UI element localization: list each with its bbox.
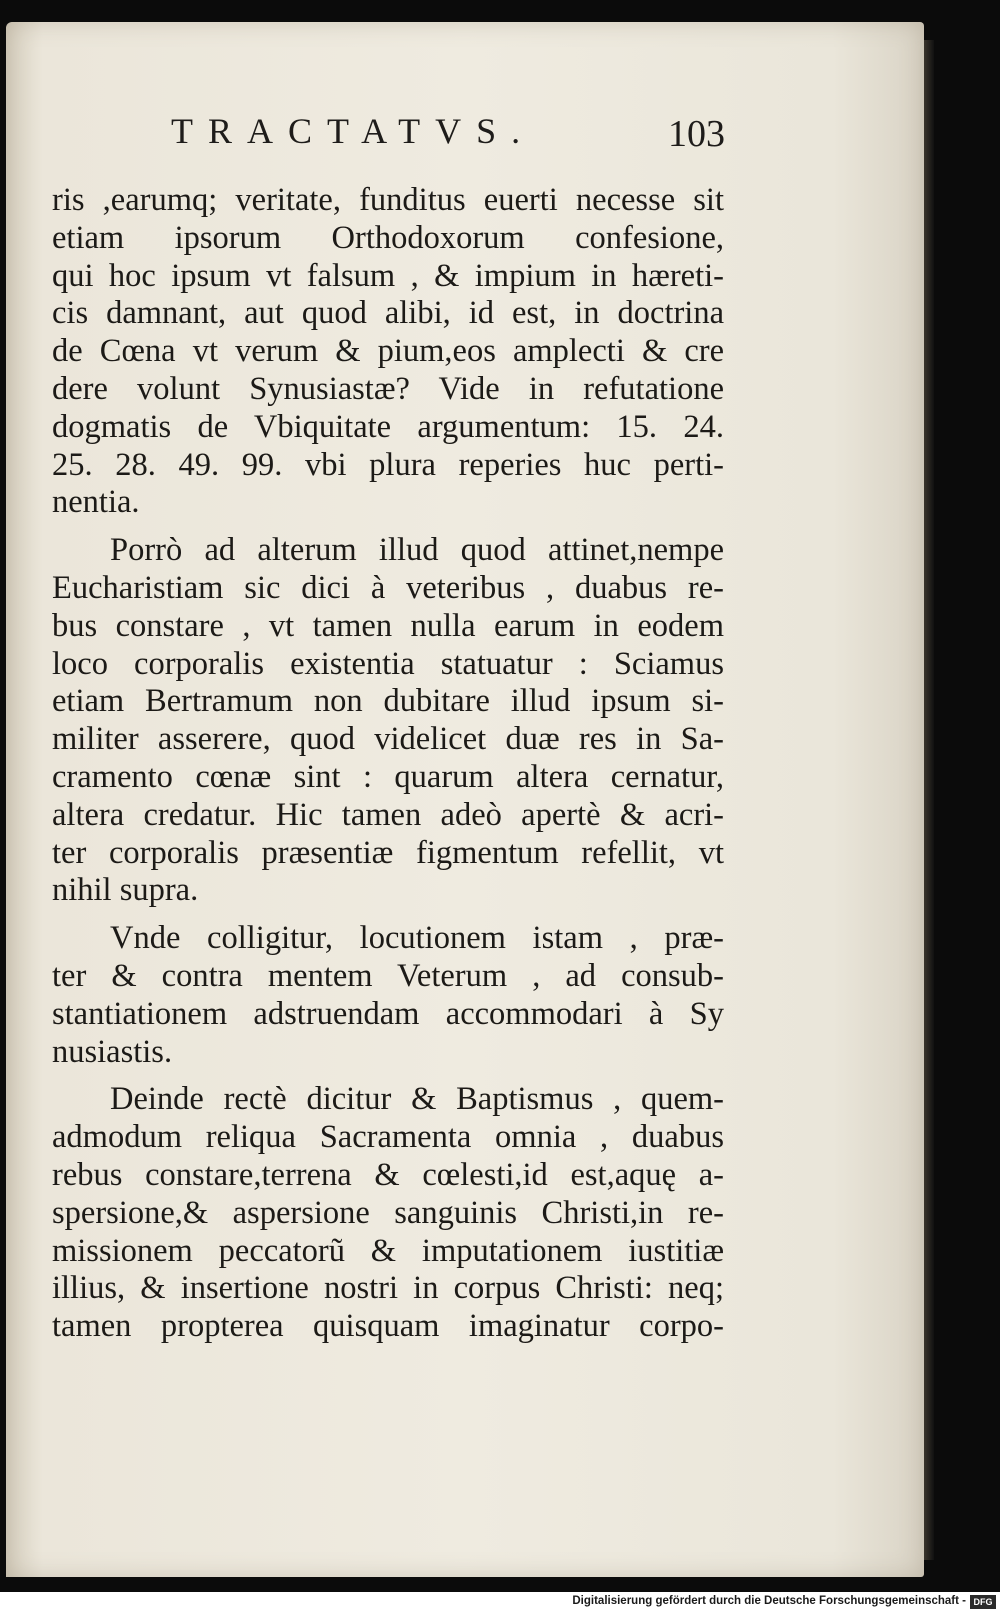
- text-line: tamen propterea quisquam imaginatur corpo-: [52, 1308, 724, 1345]
- text-line: Deinde rectè dicitur & Baptismus , quem-: [110, 1081, 724, 1118]
- paragraph-2: [52, 532, 724, 910]
- text-line: nentia.: [52, 484, 140, 521]
- text-line: Vnde colligitur, locutionem istam , præ-: [110, 920, 724, 957]
- text-line: etiam ipsorum Orthodoxorum confesione,: [52, 219, 724, 256]
- paragraph-gap: [52, 910, 724, 920]
- funding-notice: Digitalisierung gefördert durch die Deutsche Forschungsgemeinschaft -: [572, 1595, 966, 1607]
- paragraph-3: [52, 920, 724, 1071]
- text-line: nihil supra.: [52, 872, 199, 909]
- text-line: altera credatur. Hic tamen adeò apertè & acri-: [52, 796, 724, 833]
- text-line: de Cœna vt verum & pium,eos amplecti & cre: [52, 333, 724, 370]
- page-edge: [924, 40, 934, 1560]
- paragraph-gap: [52, 1071, 724, 1081]
- book-page: [6, 22, 924, 1577]
- running-head-title: TRACTATVS.: [171, 111, 536, 151]
- text-line: cis damnant, aut quod alibi, id est, in doctrina: [52, 295, 724, 332]
- text-line: ter & contra mentem Veterum , ad consub-: [52, 957, 724, 994]
- footer-strip: [0, 1592, 1000, 1613]
- running-head: [6, 110, 924, 160]
- text-line: loco corporalis existentia statuatur : Sciamus: [52, 645, 724, 682]
- text-line: stantiationem adstruendam accommodari à Sy: [52, 995, 724, 1032]
- paragraph-1: [52, 182, 724, 522]
- text-line: 25. 28. 49. 99. vbi plura reperies huc perti-: [52, 446, 724, 483]
- text-line: militer asserere, quod videlicet duæ res in Sa-: [52, 721, 724, 758]
- text-line: nusiastis.: [52, 1033, 173, 1070]
- text-line: dere volunt Synusiastæ? Vide in refutatione: [52, 370, 724, 407]
- text-line: illius, & insertione nostri in corpus Christi: neq;: [52, 1270, 724, 1307]
- text-line: rebus constare,terrena & cœlesti,id est,aquę a-: [52, 1156, 724, 1193]
- text-block: [52, 182, 724, 1346]
- page-number: 103: [668, 113, 725, 155]
- dfg-logo: DFG: [970, 1595, 996, 1609]
- paragraph-gap: [52, 522, 724, 532]
- text-line: spersione,& aspersione sanguinis Christi,in re-: [52, 1194, 724, 1231]
- paragraph-4: [52, 1081, 724, 1346]
- text-line: bus constare , vt tamen nulla earum in eodem: [52, 607, 724, 644]
- text-line: etiam Bertramum non dubitare illud ipsum si-: [52, 683, 724, 720]
- text-line: cramento cœnæ sint : quarum altera cernatur,: [52, 758, 724, 795]
- text-line: Porrò ad alterum illud quod attinet,nempe: [110, 532, 724, 569]
- text-line: qui hoc ipsum vt falsum , & impium in hæreti-: [52, 257, 724, 294]
- text-line: admodum reliqua Sacramenta omnia , duabus: [52, 1119, 724, 1156]
- text-line: missionem peccatorũ & imputationem iustitiæ: [52, 1232, 724, 1269]
- text-line: ter corporalis præsentiæ figmentum refellit, vt: [52, 834, 724, 871]
- text-line: dogmatis de Vbiquitate argumentum: 15. 24.: [52, 408, 724, 445]
- text-line: ris ,earumq; veritate, funditus euerti necesse sit: [52, 182, 724, 218]
- text-line: Eucharistiam sic dici à veteribus , duabus re-: [52, 569, 724, 606]
